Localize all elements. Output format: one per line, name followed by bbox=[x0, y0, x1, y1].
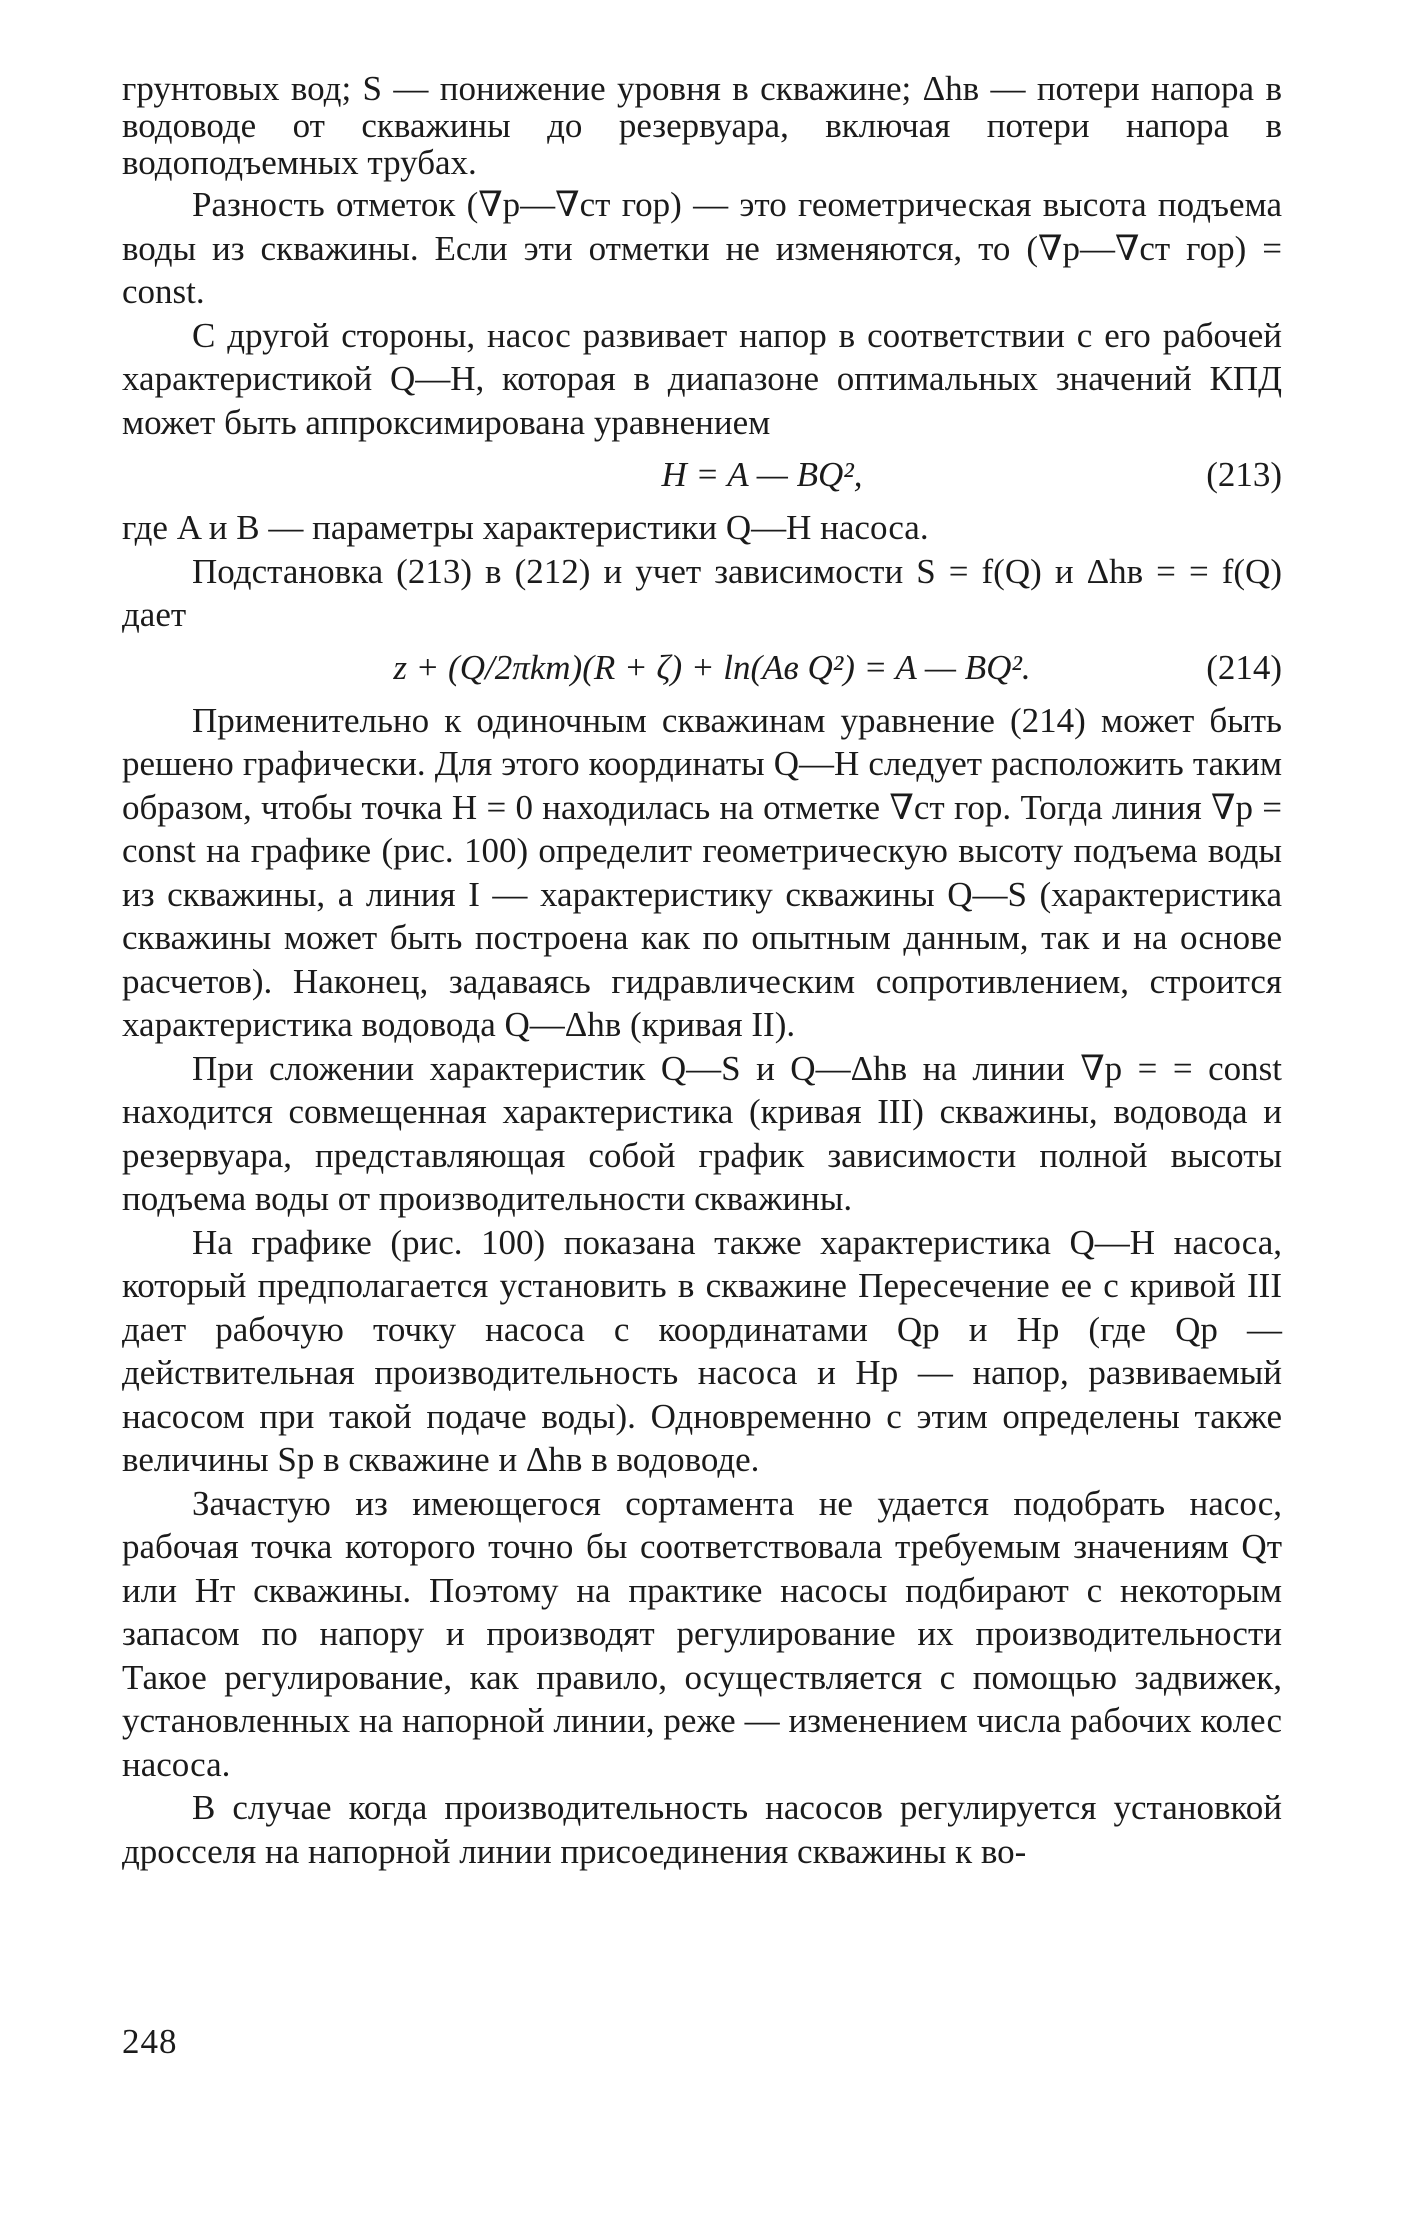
paragraph-operating-point: На графике (рис. 100) показана также характеристика Q—H насоса, который предполагается установить в скважине Пересечение ее с кривой III дает рабочую точку насоса с координатами Qр и Hр (где Qр — действительная производительность насоса и Hр — напор, развиваемый насосом при такой подаче воды). Одновременно с этим определены также величины Sр в скважине и Δhв в водоводе. bbox=[122, 1222, 1282, 1479]
page-body bbox=[122, 70, 1282, 1873]
page-number: 248 bbox=[122, 2022, 178, 2061]
paragraph-combined-characteristic: При сложении характеристик Q—S и Q—Δhв на линии ∇p = = const находится совмещенная характеристика (кривая III) скважины, водовода и резервуара, представляющая собой график зависимости полной высоты подъема воды от производительности скважины. bbox=[122, 1048, 1282, 1218]
formula-214-number: (214) bbox=[1206, 647, 1282, 687]
paragraph-elevation-difference: Разность отметок (∇р—∇ст гор) — это геометрическая высота подъема воды из скважины. Если эти отметки не изменяются, то (∇р—∇ст гор) = const. bbox=[122, 185, 1282, 311]
paragraph-pump-characteristic: С другой стороны, насос развивает напор в соответствии с его рабочей характеристикой Q—H, которая в диапазоне оптимальных значений КПД может быть аппроксимирована уравнением bbox=[122, 315, 1282, 442]
paragraph-graphical-solution: Применительно к одиночным скважинам уравнение (214) может быть решено графически. Для этого координаты Q—H следует расположить таким образом, чтобы точка H = 0 находилась на отметке ∇ст гор. Тогда линия ∇p = const на графике (рис. 100) определит геометрическую высоту подъема воды из скважины, а линия I — характеристику скважины Q—S (характеристика скважины может быть построена как по опытным данным, так и на основе расчетов). Наконец, задаваясь гидравлическим сопротивлением, строится характеристика водовода Q—Δhв (кривая II). bbox=[122, 700, 1282, 1044]
paragraph-throttle-regulation: В случае когда производительность насосов регулируется установкой дросселя на напорной линии присоединения скважины к во- bbox=[122, 1788, 1282, 1871]
formula-214 bbox=[122, 637, 1282, 699]
paragraph-parameters: где A и B — параметры характеристики Q—H насоса. bbox=[122, 508, 929, 547]
paragraph-continuation: грунтовых вод; S — понижение уровня в скважине; Δhв — потери напора в водоводе от скважины до резервуара, включая потери напора в водоподъемных трубах. bbox=[122, 69, 1282, 182]
paragraph-substitution: Подстановка (213) в (212) и учет зависимости S = f(Q) и Δhв = = f(Q) дает bbox=[122, 551, 1282, 634]
paragraph-pump-selection: Зачастую из имеющегося сортамента не удается подобрать насос, рабочая точка которого точно бы соответствовала требуемым значениям Qт или Hт скважины. Поэтому на практике насосы подбирают с некоторым запасом по напору и производят регулирование их производительности Такое регулирование, как правило, осуществляется с помощью задвижек, установленных на напорной линии, реже — изменением числа рабочих колес насоса. bbox=[122, 1483, 1282, 1784]
formula-214-expression: z + (Q/2πkm)(R + ζ) + ln(Aв Q²) = A — BQ². bbox=[393, 647, 1031, 687]
formula-213-number: (213) bbox=[1206, 455, 1282, 494]
formula-213 bbox=[122, 444, 1282, 506]
formula-213-expression: H = A — BQ², bbox=[661, 455, 863, 494]
